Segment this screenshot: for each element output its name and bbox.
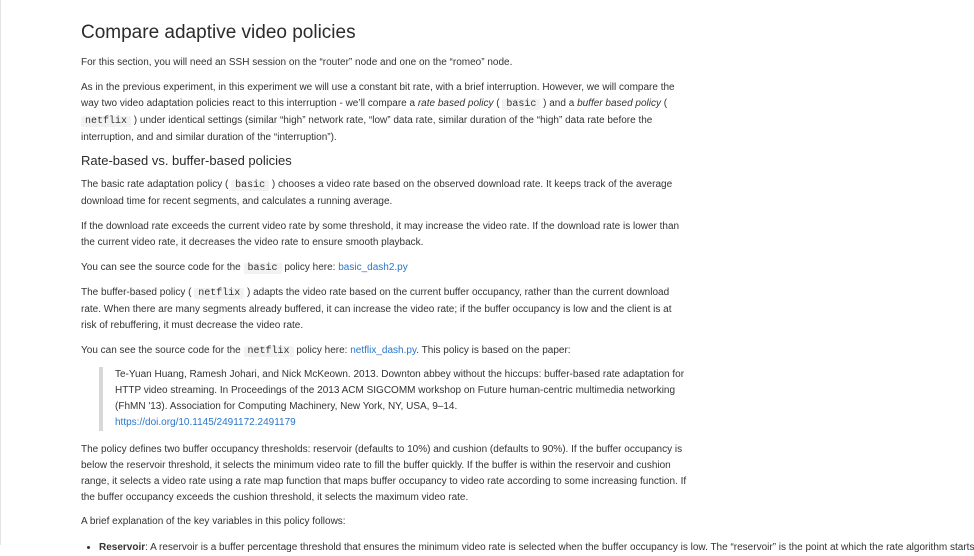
text: ) and a — [540, 98, 578, 109]
buffer-policy-paragraph — [81, 285, 687, 334]
code-netflix: netflix — [194, 288, 244, 299]
netflix-dash-link[interactable]: netflix_dash.py — [350, 345, 417, 356]
citation-blockquote — [99, 367, 695, 431]
term: Reservoir — [99, 542, 146, 553]
text: ( — [493, 98, 503, 109]
netflix-source-paragraph — [81, 343, 687, 360]
citation-doi — [115, 415, 695, 431]
text: . This policy is based on the paper: — [416, 345, 571, 356]
download-rate-paragraph: If the download rate exceeds the current video rate by some threshold, it may increase the video rate. If the download rate is lower than the current video rate, it decreases the video rate to ensure smooth playback. — [81, 221, 680, 248]
text: You can see the source code for the — [81, 262, 244, 273]
text: policy here: — [281, 262, 339, 273]
text: : A reservoir is a buffer percentage threshold that ensures the minimum video rate is selected when the buffer occupancy is low. The “reservoir” is the point at which the rate algorithm starts — [145, 542, 974, 553]
basic-source-paragraph — [81, 260, 687, 277]
experiment-paragraph — [81, 80, 687, 146]
thresholds-paragraph: The policy defines two buffer occupancy thresholds: reservoir (defaults to 10%) and cushion (defaults to 90%). If the buffer occupancy is below the reservoir threshold, it selects the minimum video rate to fill the buffer quickly. If the buffer is within the reservoir and cushion range, it selects a video rate using a rate map function that maps buffer occupancy to video rate according to some increasing function. If the buffer occupancy exceeds the cushion threshold, it selects the maximum video rate. — [81, 444, 687, 503]
basic-dash2-link[interactable]: basic_dash2.py — [338, 262, 408, 273]
page-title: Compare adaptive video policies — [81, 22, 356, 43]
text: policy here: — [293, 345, 351, 356]
text: ) adapts the video rate based on the current buffer occupancy, rather than the current download rate. When there are many segments already buffered, it can increase the video rate; if the buffer occupancy is low and the client is at risk of rebuffering, it must decrease the video rate. — [81, 287, 672, 331]
code-basic: basic — [231, 180, 269, 191]
text: ) chooses a video rate based on the observed download rate. It keeps track of the average download time for recent segments, and calculates a running average. — [81, 179, 673, 207]
section-heading: Rate-based vs. buffer-based policies — [81, 153, 292, 168]
text: The buffer-based policy ( — [81, 287, 195, 298]
intro-paragraph: For this section, you will need an SSH session on the “router” node and one on the “romeo” node. — [81, 57, 513, 68]
emphasis: rate based policy — [417, 98, 494, 109]
text: ) under identical settings (similar “high” network rate, “low” data rate, similar duration of the “high” data rate before the interruption, and and similar duration of the “interruption”). — [81, 115, 653, 143]
text: The basic rate adaptation policy ( — [81, 179, 232, 190]
code-netflix: netflix — [81, 116, 131, 127]
variables-intro-paragraph: A brief explanation of the key variables in this policy follows: — [81, 516, 346, 527]
code-basic: basic — [244, 263, 282, 274]
code-basic: basic — [502, 99, 540, 110]
page — [1, 0, 974, 553]
basic-policy-paragraph — [81, 177, 687, 210]
variables-list — [81, 540, 974, 556]
text: As in the previous experiment, in this experiment we will use a constant bit rate, with a brief interruption. However, we will compare the way two video adaptation policies react to this interruption - we’ll compare a — [81, 82, 675, 109]
list-item — [99, 540, 974, 556]
doi-link[interactable]: https://doi.org/10.1145/2491172.2491179 — [115, 417, 296, 428]
emphasis: buffer based policy — [577, 98, 662, 109]
citation-text: Te-Yuan Huang, Ramesh Johari, and Nick McKeown. 2013. Downton abbey without the hiccups: buffer-based rate adaptation for HTTP video streaming. In Proceedings of the 2013 ACM SIGCOMM workshop on Future human-centric multimedia networking (FhMN '13). Association for Computing Machinery, New York, NY, USA, 9–14. — [115, 369, 685, 412]
code-netflix: netflix — [244, 346, 294, 357]
text: You can see the source code for the — [81, 345, 244, 356]
text: ( — [661, 98, 668, 109]
